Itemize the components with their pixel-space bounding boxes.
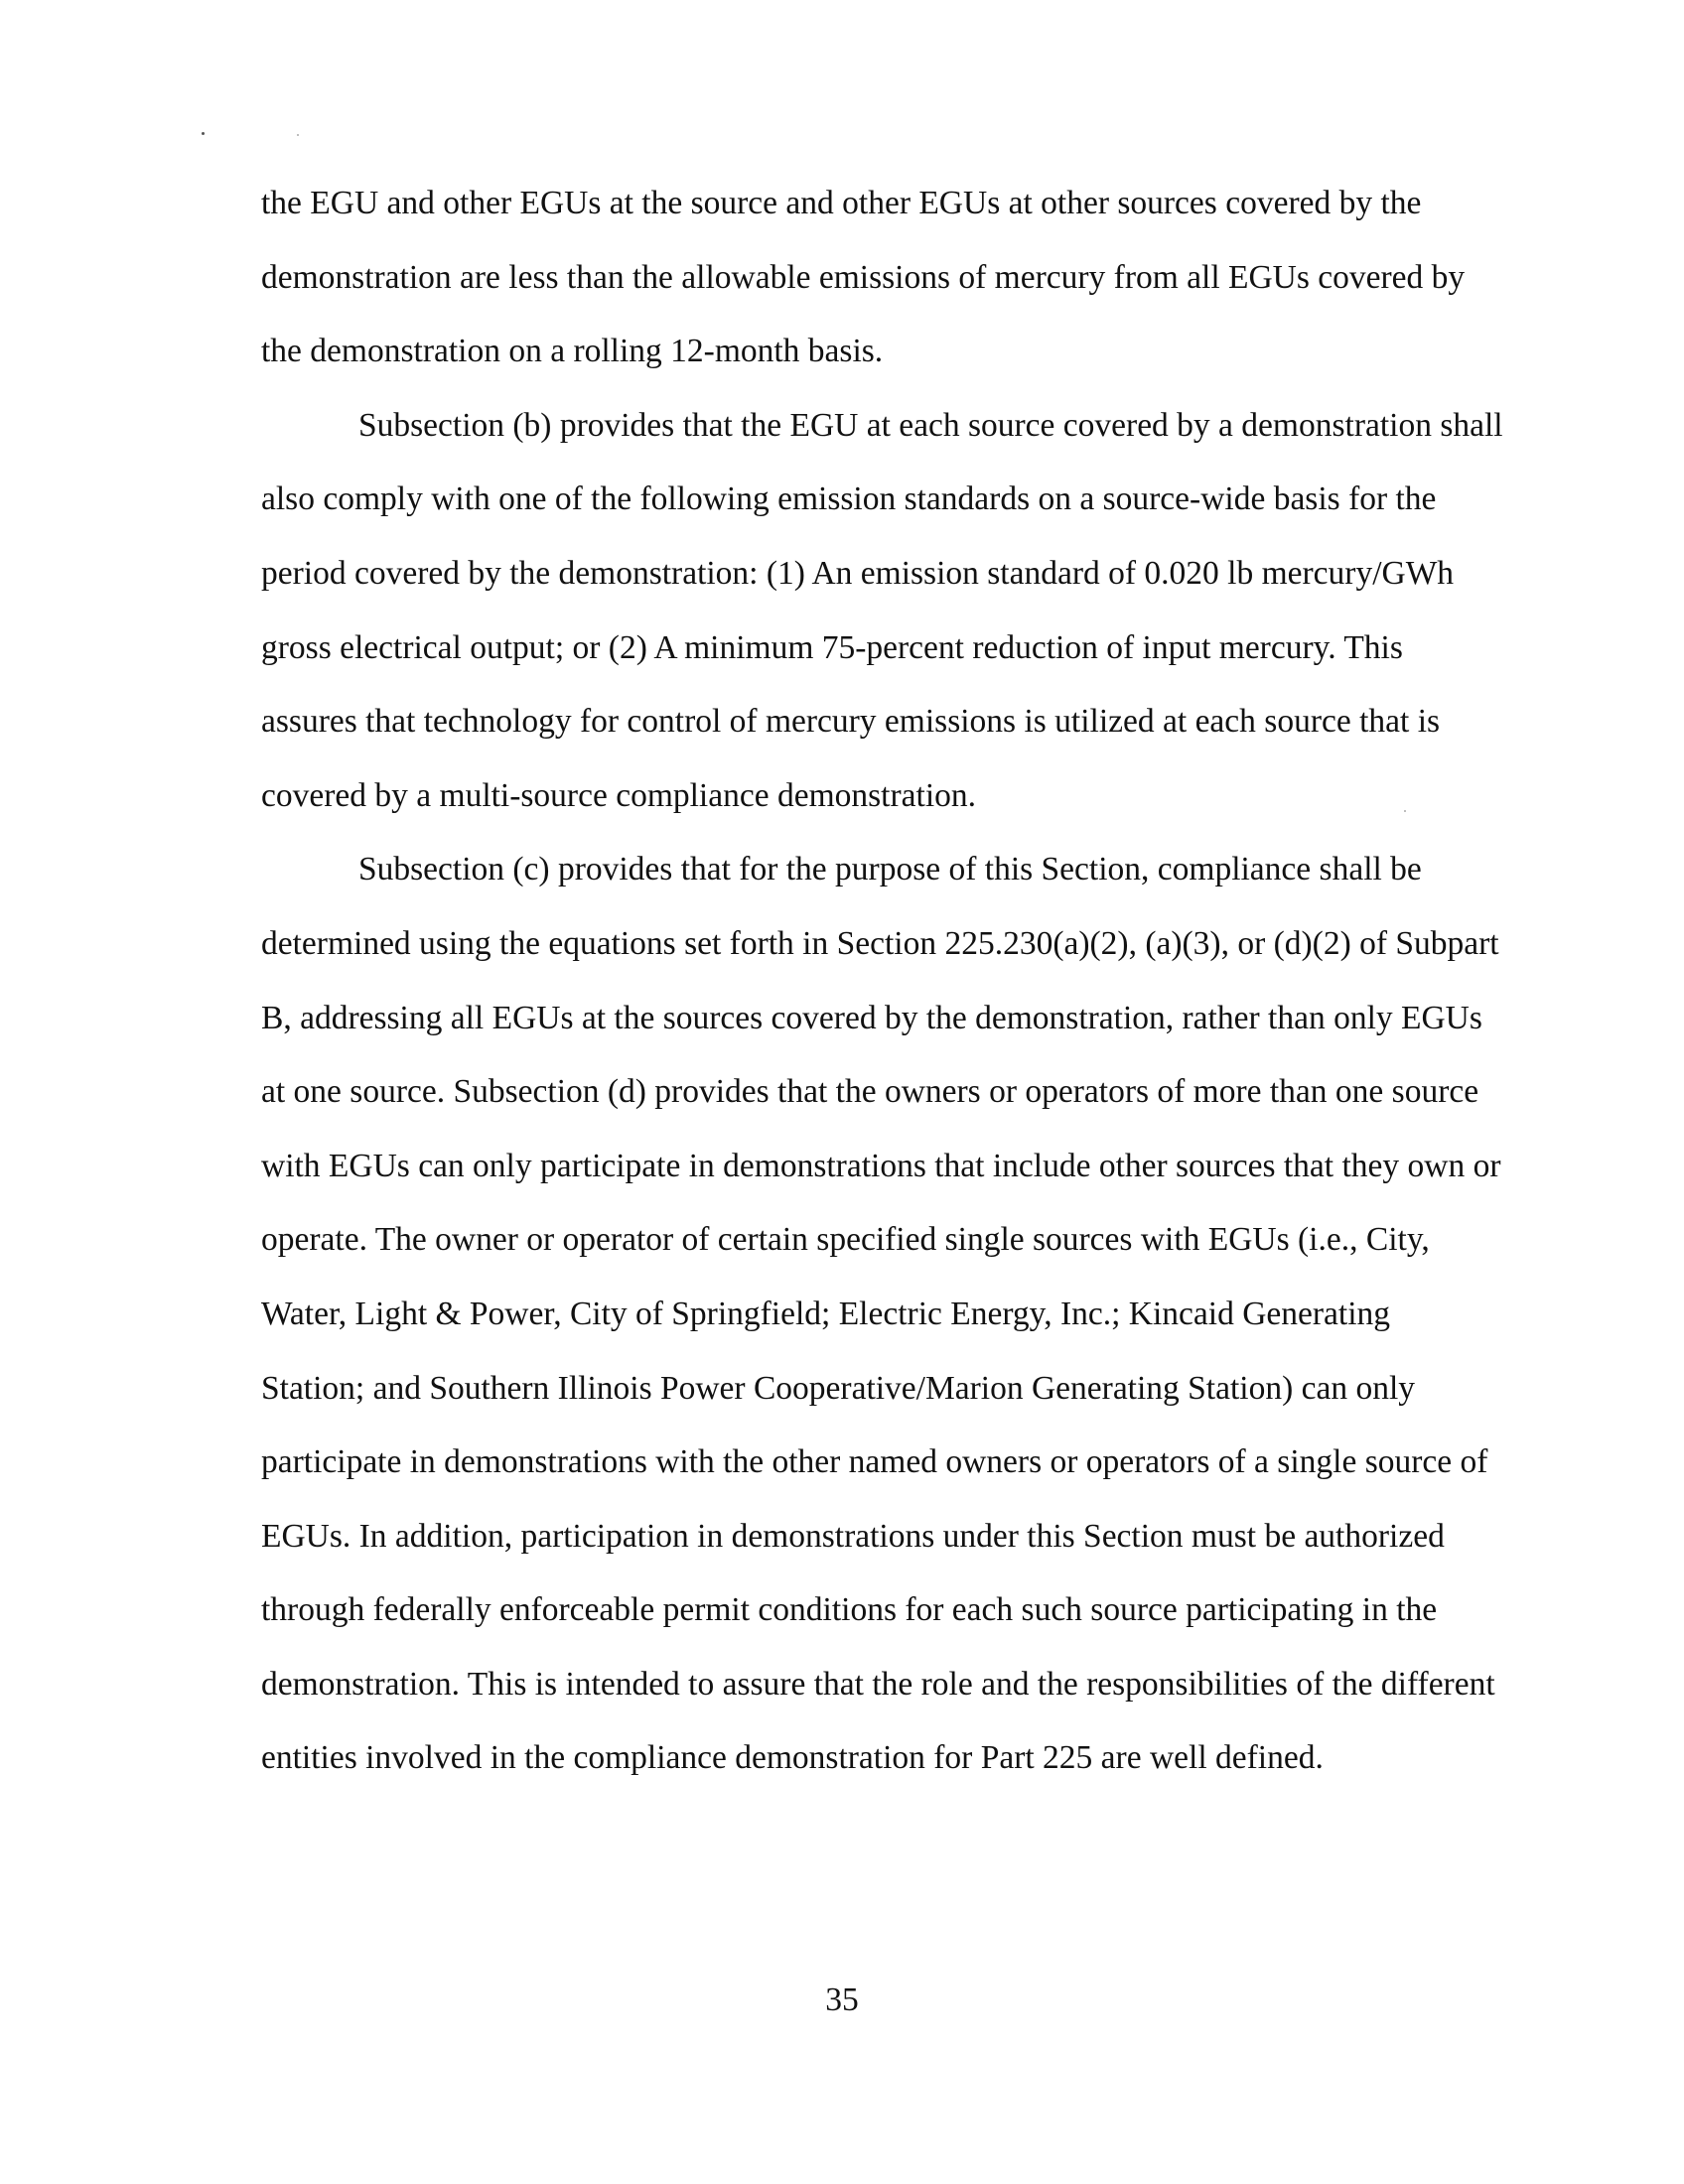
- paragraph-1-line-2: demonstration are less than the allowable emissions of mercury from all EGUs covered by: [261, 258, 1466, 296]
- paragraph-3-line-10: EGUs. In addition, participation in demonstrations under this Section must be authorized: [261, 1517, 1445, 1555]
- paragraph-3-line-11: through federally enforceable permit conditions for each such source participating in the: [261, 1591, 1438, 1629]
- paragraph-2-line-5: assures that technology for control of mercury emissions is utilized at each source that is: [261, 703, 1441, 741]
- paragraph-3-line-1: Subsection (c) provides that for the purpose of this Section, compliance shall be: [358, 851, 1422, 888]
- paragraph-3-line-5: with EGUs can only participate in demonstrations that include other sources that they own or: [261, 1147, 1501, 1184]
- paragraph-1-line-3: the demonstration on a rolling 12-month basis.: [261, 333, 884, 370]
- paragraph-3-line-13: entities involved in the compliance demonstration for Part 225 are well defined.: [261, 1739, 1324, 1777]
- paragraph-2-line-3: period covered by the demonstration: (1) An emission standard of 0.020 lb mercury/GWh: [261, 554, 1455, 592]
- paragraph-3-line-6: operate. The owner or operator of certain specified single sources with EGUs (i.e., City,: [261, 1221, 1430, 1259]
- page-number: 35: [825, 1981, 859, 2018]
- paragraph-3-line-12: demonstration. This is intended to assure that the role and the responsibilities of the different: [261, 1665, 1495, 1703]
- paragraph-2-line-1: Subsection (b) provides that the EGU at each source covered by a demonstration shall: [358, 406, 1503, 444]
- paragraph-3-line-8: Station; and Southern Illinois Power Cooperative/Marion Generating Station) can only: [261, 1369, 1416, 1407]
- paragraph-2-line-2: also comply with one of the following emission standards on a source-wide basis for the: [261, 480, 1437, 518]
- paragraph-1-line-1: the EGU and other EGUs at the source and other EGUs at other sources covered by the: [261, 185, 1422, 221]
- scan-speck: [202, 132, 205, 135]
- paragraph-3-line-9: participate in demonstrations with the other named owners or operators of a single source of: [261, 1443, 1488, 1481]
- paragraph-3-line-7: Water, Light & Power, City of Springfield; Electric Energy, Inc.; Kincaid Generating: [261, 1295, 1391, 1332]
- paragraph-3-line-4: at one source. Subsection (d) provides that the owners or operators of more than one source: [261, 1073, 1479, 1111]
- scan-speck: [297, 134, 299, 136]
- paragraph-3-line-3: B, addressing all EGUs at the sources covered by the demonstration, rather than only EGUs: [261, 999, 1482, 1036]
- body-text: [261, 167, 1503, 1796]
- paragraph-2-line-4: gross electrical output; or (2) A minimum 75-percent reduction of input mercury. This: [261, 628, 1403, 666]
- paragraph-3-line-2: determined using the equations set forth in Section 225.230(a)(2), (a)(3), or (d)(2) of Subpart: [261, 924, 1499, 962]
- paragraph-2-line-6: covered by a multi-source compliance demonstration.: [261, 776, 977, 814]
